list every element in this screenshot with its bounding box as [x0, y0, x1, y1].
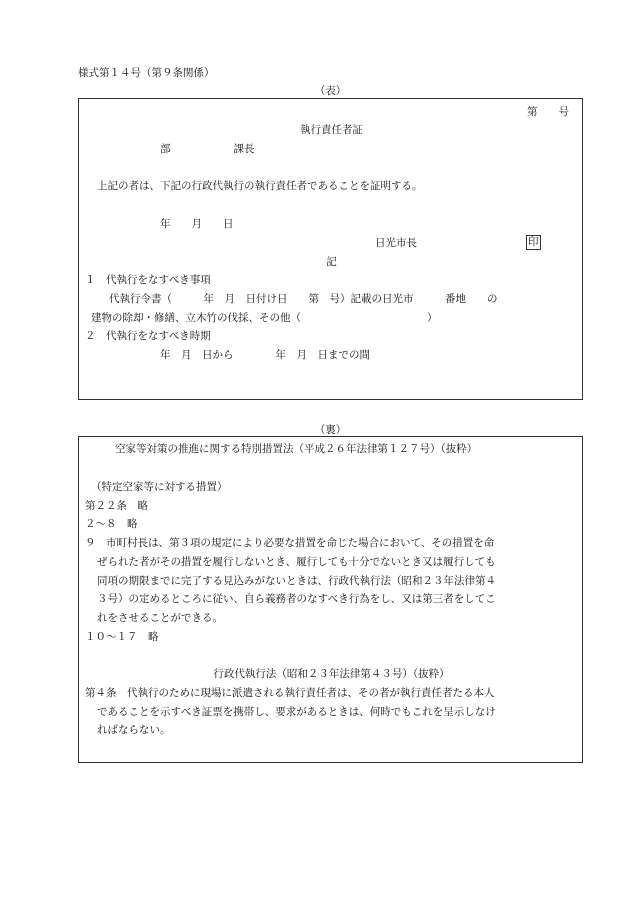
issuer-name: 日光市長	[375, 237, 417, 249]
law1-title: 空家等対策の推進に関する特別措置法（平成２６年法律第１２７号）（抜粋）	[115, 443, 478, 455]
article-10-17: １０～１７ 略	[85, 631, 159, 643]
certificate-title: 執行責任者証	[300, 124, 363, 136]
back-label: （裏）	[314, 424, 347, 436]
item2-period: 年 月 日から 年 月 日までの間	[160, 349, 370, 361]
article-9-line5: れをさせることができる。	[97, 612, 223, 624]
seal-box: 印	[528, 236, 539, 248]
front-label: （表）	[314, 85, 347, 97]
item1-title: １ 代執行をなすべき事項	[85, 274, 211, 286]
certification-statement: 上記の者は、下記の行政代執行の執行責任者であることを証明する。	[97, 180, 423, 192]
article-4-line2: であることを示すべき証票を携帯し、要求があるときは、何時でもこれを呈示しなけ	[97, 706, 496, 718]
issue-date: 年 月 日	[160, 218, 234, 230]
form-title: 様式第１４号（第９条関係）	[78, 67, 215, 79]
article-9-line4: ３号）の定めるところに従い、自ら義務者のなすべき行為をし、又は第三者をしてこ	[97, 593, 496, 605]
article-9-line1: ９ 市町村長は、第３項の規定により必要な措置を命じた場合において、その措置を命	[85, 537, 495, 549]
article-9-line2: ぜられた者がその措置を履行しないとき、履行しても十分でないとき又は履行しても	[97, 556, 496, 568]
article-4-line3: ればならない。	[97, 724, 171, 736]
front-certificate-box	[78, 98, 583, 400]
item1-line1: 代執行令書（ 年 月 日付け日 第 号）記載の日光市 番地 の	[109, 293, 498, 305]
back-excerpt-box	[78, 436, 583, 763]
item1-line2: 建物の除却・修繕、立木竹の伐採、その他（ ）	[91, 312, 438, 324]
article-22: 第２２条 略	[85, 500, 148, 512]
article-9-line3: 同項の期限までに完了する見込みがないときは、行政代執行法（昭和２３年法律第４	[97, 575, 496, 587]
item2-title: ２ 代執行をなすべき時期	[85, 330, 211, 342]
ki-heading: 記	[326, 256, 337, 268]
law2-title: 行政代執行法（昭和２３年法律第４３号）（抜粋）	[213, 668, 450, 680]
section-heading: （特定空家等に対する措置）	[91, 481, 228, 493]
article-4-line1: 第４条 代執行のために現場に派遣される執行責任者は、その者が執行責任者たる本人	[85, 687, 495, 699]
article-2-8: ２～８ 略	[85, 518, 138, 530]
position-line: 部 課長	[160, 143, 255, 155]
certificate-number: 第 号	[527, 106, 569, 118]
